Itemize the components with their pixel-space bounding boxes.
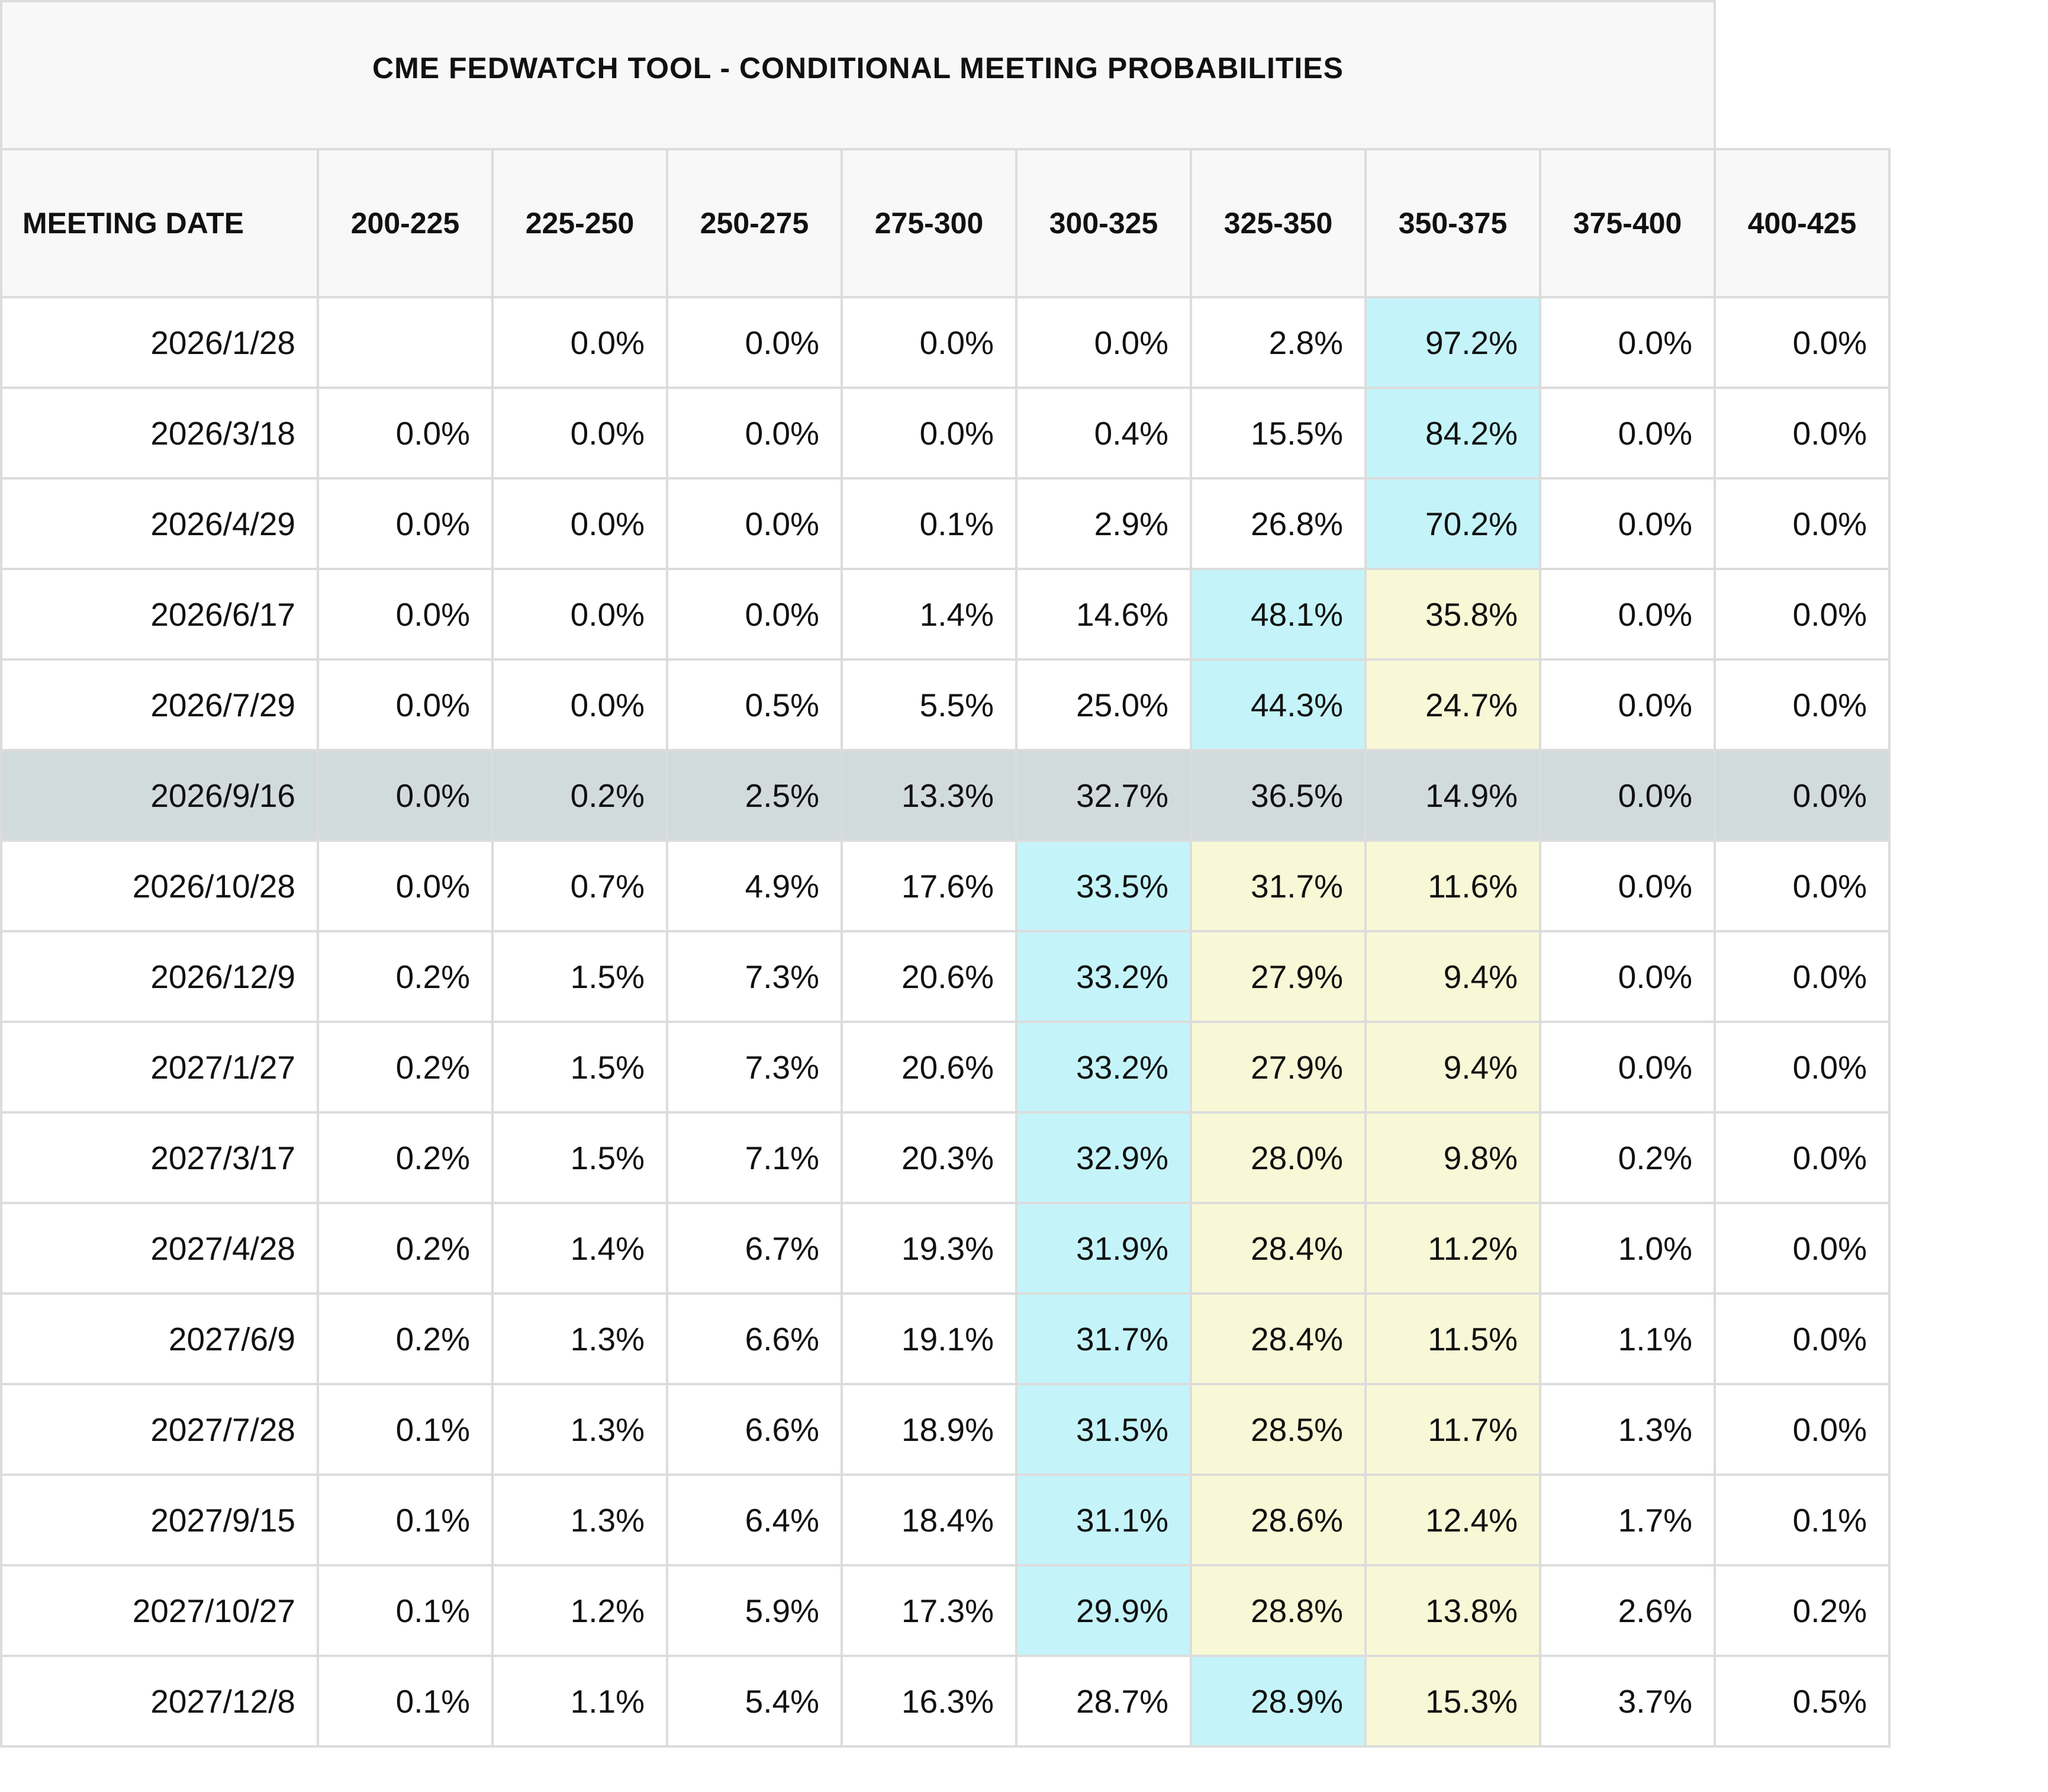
title-blank-corner: [1715, 1, 1889, 149]
probability-cell: 29.9%: [1016, 1565, 1191, 1656]
probability-cell: 25.0%: [1016, 659, 1191, 750]
probability-cell: 14.6%: [1016, 569, 1191, 659]
probability-cell: 0.1%: [318, 1384, 492, 1475]
probability-cell: 26.8%: [1191, 478, 1366, 569]
probability-cell: 3.7%: [1540, 1656, 1715, 1746]
probability-cell: 0.0%: [667, 297, 842, 388]
column-header-range: 225-250: [492, 149, 667, 297]
probability-cell: 11.7%: [1366, 1384, 1540, 1475]
probability-cell: 0.0%: [1540, 1022, 1715, 1112]
probability-cell: 0.0%: [1715, 478, 1889, 569]
probability-cell: 20.6%: [842, 931, 1016, 1022]
probability-cell: 1.3%: [492, 1475, 667, 1565]
probability-cell: 32.7%: [1016, 750, 1191, 841]
probability-cell: 44.3%: [1191, 659, 1366, 750]
probability-cell: 9.8%: [1366, 1112, 1540, 1203]
column-header-range: 300-325: [1016, 149, 1191, 297]
probability-cell: 0.0%: [318, 388, 492, 478]
probability-cell: 9.4%: [1366, 1022, 1540, 1112]
probability-cell: 0.1%: [318, 1475, 492, 1565]
table-row: [1, 841, 1889, 931]
probability-cell: 28.4%: [1191, 1294, 1366, 1384]
column-header-row: [1, 149, 1889, 297]
probability-cell: 31.1%: [1016, 1475, 1191, 1565]
probability-cell: 28.8%: [1191, 1565, 1366, 1656]
table-row: [1, 1112, 1889, 1203]
probability-cell: 18.9%: [842, 1384, 1016, 1475]
table-row: [1, 1384, 1889, 1475]
probability-cell: 6.4%: [667, 1475, 842, 1565]
probability-cell: 0.0%: [1715, 750, 1889, 841]
probability-cell: 28.6%: [1191, 1475, 1366, 1565]
probability-cell: 0.1%: [318, 1565, 492, 1656]
probability-cell: 0.2%: [492, 750, 667, 841]
probability-cell: 0.5%: [667, 659, 842, 750]
probability-cell: 0.0%: [1715, 569, 1889, 659]
probability-cell: 1.7%: [1540, 1475, 1715, 1565]
column-header-range: 350-375: [1366, 149, 1540, 297]
probability-cell: 0.2%: [318, 1203, 492, 1294]
probability-cell: 97.2%: [1366, 297, 1540, 388]
probability-cell: 20.6%: [842, 1022, 1016, 1112]
probability-cell: 0.0%: [1715, 1294, 1889, 1384]
table-row: [1, 1475, 1889, 1565]
probability-cell: 33.2%: [1016, 1022, 1191, 1112]
probability-cell: 6.6%: [667, 1384, 842, 1475]
meeting-date-cell: 2027/3/17: [1, 1112, 318, 1203]
table-row: [1, 1565, 1889, 1656]
probability-cell: 0.0%: [1540, 931, 1715, 1022]
probability-cell: 1.5%: [492, 1022, 667, 1112]
probability-cell: 1.4%: [842, 569, 1016, 659]
probability-cell: 33.5%: [1016, 841, 1191, 931]
table-body: [1, 297, 1889, 1746]
probability-cell: 4.9%: [667, 841, 842, 931]
probability-cell: 0.0%: [492, 297, 667, 388]
probability-cell: 0.0%: [1540, 659, 1715, 750]
probability-cell: 0.0%: [492, 388, 667, 478]
probability-cell: 31.7%: [1016, 1294, 1191, 1384]
probability-cell: 24.7%: [1366, 659, 1540, 750]
probability-cell: 31.7%: [1191, 841, 1366, 931]
column-header-meeting-date: MEETING DATE: [1, 149, 318, 297]
meeting-date-cell: 2026/6/17: [1, 569, 318, 659]
probability-cell: 7.3%: [667, 931, 842, 1022]
probability-cell: 84.2%: [1366, 388, 1540, 478]
probability-cell: 33.2%: [1016, 931, 1191, 1022]
table-row: [1, 297, 1889, 388]
probability-cell: 0.0%: [842, 388, 1016, 478]
probability-cell: 1.1%: [492, 1656, 667, 1746]
table-row: [1, 569, 1889, 659]
probability-cell: 0.0%: [1715, 659, 1889, 750]
probability-cell: 0.0%: [1715, 1384, 1889, 1475]
probability-cell: 1.4%: [492, 1203, 667, 1294]
probability-cell: 9.4%: [1366, 931, 1540, 1022]
probability-cell: 0.0%: [318, 659, 492, 750]
column-header-range: 200-225: [318, 149, 492, 297]
column-header-range: 250-275: [667, 149, 842, 297]
table-head: [1, 1, 1889, 297]
probability-cell: 28.9%: [1191, 1656, 1366, 1746]
meeting-date-cell: 2027/12/8: [1, 1656, 318, 1746]
column-header-range: 375-400: [1540, 149, 1715, 297]
probability-cell: 2.6%: [1540, 1565, 1715, 1656]
probability-cell: 35.8%: [1366, 569, 1540, 659]
probability-cell: 0.0%: [842, 297, 1016, 388]
probability-cell: 32.9%: [1016, 1112, 1191, 1203]
probability-cell: 70.2%: [1366, 478, 1540, 569]
probability-cell: 5.9%: [667, 1565, 842, 1656]
probability-cell: 15.3%: [1366, 1656, 1540, 1746]
probability-cell: 0.0%: [492, 478, 667, 569]
probability-cell: 13.3%: [842, 750, 1016, 841]
column-header-range: 325-350: [1191, 149, 1366, 297]
meeting-date-cell: 2026/1/28: [1, 297, 318, 388]
probability-cell: 36.5%: [1191, 750, 1366, 841]
probability-cell: 0.0%: [1540, 478, 1715, 569]
probability-cell: 2.9%: [1016, 478, 1191, 569]
probability-cell: 20.3%: [842, 1112, 1016, 1203]
probability-cell: 31.9%: [1016, 1203, 1191, 1294]
probability-cell: 0.0%: [1540, 297, 1715, 388]
probability-cell: 1.2%: [492, 1565, 667, 1656]
probability-cell: 0.0%: [318, 569, 492, 659]
probability-cell: 0.2%: [318, 1022, 492, 1112]
probability-cell: 18.4%: [842, 1475, 1016, 1565]
probability-cell: 0.0%: [667, 569, 842, 659]
probability-cell: 1.3%: [492, 1294, 667, 1384]
probability-cell: 6.6%: [667, 1294, 842, 1384]
table-row: [1, 931, 1889, 1022]
probability-cell: 17.3%: [842, 1565, 1016, 1656]
probability-cell: 0.0%: [318, 478, 492, 569]
table-row: [1, 388, 1889, 478]
probability-cell: 0.1%: [1715, 1475, 1889, 1565]
probability-cell: 31.5%: [1016, 1384, 1191, 1475]
meeting-date-cell: 2027/7/28: [1, 1384, 318, 1475]
probability-cell: 0.0%: [1540, 388, 1715, 478]
probability-cell: 19.3%: [842, 1203, 1016, 1294]
probability-cell: 2.8%: [1191, 297, 1366, 388]
probability-cell: 0.7%: [492, 841, 667, 931]
probability-cell: [318, 297, 492, 388]
probability-cell: 11.5%: [1366, 1294, 1540, 1384]
probability-cell: 1.5%: [492, 931, 667, 1022]
probability-cell: 17.6%: [842, 841, 1016, 931]
meeting-date-cell: 2027/4/28: [1, 1203, 318, 1294]
probability-cell: 0.0%: [1016, 297, 1191, 388]
column-header-range: 400-425: [1715, 149, 1889, 297]
probability-cell: 0.0%: [1715, 388, 1889, 478]
meeting-date-cell: 2026/7/29: [1, 659, 318, 750]
probability-cell: 1.1%: [1540, 1294, 1715, 1384]
probability-cell: 28.5%: [1191, 1384, 1366, 1475]
title-row: [1, 1, 1889, 149]
table-row: [1, 1203, 1889, 1294]
probability-cell: 2.5%: [667, 750, 842, 841]
meeting-date-cell: 2026/12/9: [1, 931, 318, 1022]
probability-cell: 0.1%: [318, 1656, 492, 1746]
meeting-date-cell: 2026/9/16: [1, 750, 318, 841]
probability-cell: 27.9%: [1191, 931, 1366, 1022]
table-row: [1, 1022, 1889, 1112]
probability-cell: 6.7%: [667, 1203, 842, 1294]
column-header-range: 275-300: [842, 149, 1016, 297]
meeting-date-cell: 2027/10/27: [1, 1565, 318, 1656]
meeting-date-cell: 2027/6/9: [1, 1294, 318, 1384]
probability-cell: 0.0%: [492, 659, 667, 750]
probability-cell: 5.5%: [842, 659, 1016, 750]
probability-cell: 0.0%: [1715, 931, 1889, 1022]
probability-cell: 13.8%: [1366, 1565, 1540, 1656]
probability-cell: 0.2%: [318, 1294, 492, 1384]
probability-cell: 1.3%: [492, 1384, 667, 1475]
probability-cell: 28.0%: [1191, 1112, 1366, 1203]
probability-cell: 28.4%: [1191, 1203, 1366, 1294]
table-row-highlighted: [1, 750, 1889, 841]
probability-cell: 0.0%: [667, 388, 842, 478]
probability-cell: 0.2%: [1715, 1565, 1889, 1656]
probability-cell: 28.7%: [1016, 1656, 1191, 1746]
probability-cell: 1.3%: [1540, 1384, 1715, 1475]
probability-cell: 0.0%: [1715, 841, 1889, 931]
probability-cell: 0.5%: [1715, 1656, 1889, 1746]
probability-cell: 1.0%: [1540, 1203, 1715, 1294]
probability-cell: 7.3%: [667, 1022, 842, 1112]
probability-cell: 0.2%: [318, 1112, 492, 1203]
probability-cell: 5.4%: [667, 1656, 842, 1746]
probability-cell: 27.9%: [1191, 1022, 1366, 1112]
probability-cell: 0.0%: [318, 841, 492, 931]
probability-cell: 0.0%: [318, 750, 492, 841]
probability-cell: 0.0%: [1540, 750, 1715, 841]
probability-cell: 0.0%: [492, 569, 667, 659]
probability-cell: 0.1%: [842, 478, 1016, 569]
meeting-date-cell: 2027/1/27: [1, 1022, 318, 1112]
probability-cell: 0.2%: [1540, 1112, 1715, 1203]
probability-cell: 12.4%: [1366, 1475, 1540, 1565]
meeting-date-cell: 2026/10/28: [1, 841, 318, 931]
probability-cell: 14.9%: [1366, 750, 1540, 841]
probability-cell: 48.1%: [1191, 569, 1366, 659]
probability-cell: 11.6%: [1366, 841, 1540, 931]
probability-cell: 0.0%: [1540, 569, 1715, 659]
meeting-date-cell: 2026/4/29: [1, 478, 318, 569]
probability-cell: 0.2%: [318, 931, 492, 1022]
table-row: [1, 478, 1889, 569]
probability-cell: 0.4%: [1016, 388, 1191, 478]
table-row: [1, 1656, 1889, 1746]
table-title: CME FEDWATCH TOOL - CONDITIONAL MEETING PROBABILITIES: [1, 1, 1715, 149]
probability-cell: 0.0%: [1540, 841, 1715, 931]
probability-cell: 0.0%: [667, 478, 842, 569]
probability-cell: 0.0%: [1715, 297, 1889, 388]
probability-cell: 16.3%: [842, 1656, 1016, 1746]
probability-cell: 0.0%: [1715, 1112, 1889, 1203]
table-row: [1, 1294, 1889, 1384]
table-row: [1, 659, 1889, 750]
probability-cell: 0.0%: [1715, 1022, 1889, 1112]
probability-cell: 7.1%: [667, 1112, 842, 1203]
probability-cell: 0.0%: [1715, 1203, 1889, 1294]
probability-cell: 15.5%: [1191, 388, 1366, 478]
probability-cell: 1.5%: [492, 1112, 667, 1203]
meeting-date-cell: 2027/9/15: [1, 1475, 318, 1565]
meeting-date-cell: 2026/3/18: [1, 388, 318, 478]
probability-cell: 19.1%: [842, 1294, 1016, 1384]
probability-cell: 11.2%: [1366, 1203, 1540, 1294]
